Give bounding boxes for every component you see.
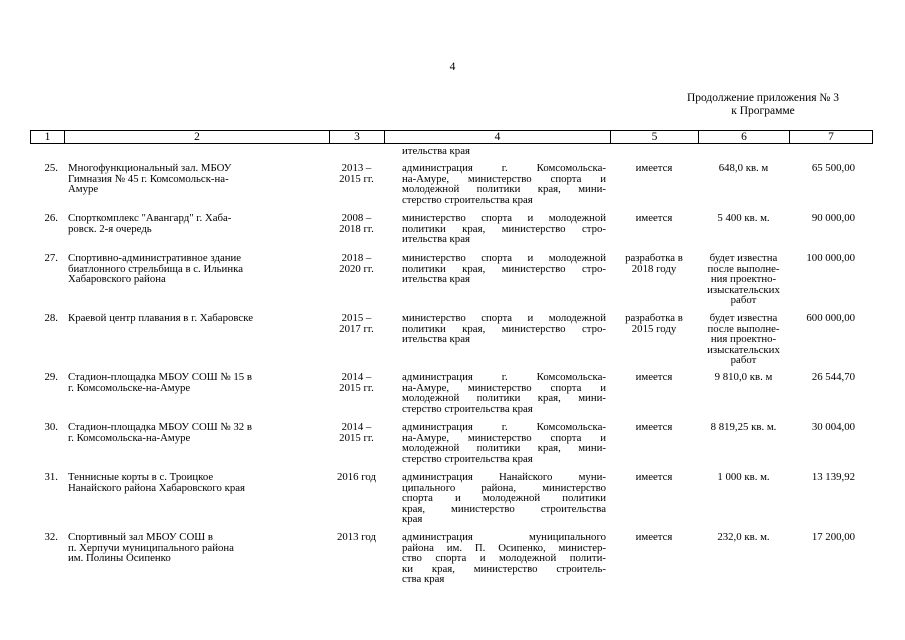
estimated-cost: 26 544,70 <box>811 371 855 383</box>
object-name <box>64 532 329 585</box>
cell-line: 2015 гг. <box>339 172 374 185</box>
cell-line: молодежной политики края, мини- <box>402 442 606 455</box>
table-row <box>30 472 873 525</box>
cell-line: администрация муниципального <box>402 531 606 543</box>
cell-line: ство спорта и молодежной полити- <box>402 552 606 565</box>
cell-line: Гимназия № 45 г. Комсомольск-на- <box>68 172 229 185</box>
column-number: 5 <box>610 131 698 143</box>
cell-line: 2018 году <box>631 262 677 275</box>
cell-line: Спортивно-административное здание <box>68 252 242 264</box>
estimated-cost: 100 000,00 <box>806 252 855 264</box>
cell-line: 2013 – <box>341 162 372 174</box>
cell-line: края <box>402 513 423 526</box>
cell-line: политики края, министерство стро- <box>402 222 606 235</box>
cell-line: Спорткомплекс "Авангард" г. Хаба- <box>68 212 232 224</box>
cell-line: имеется <box>635 471 673 483</box>
cell-line: изыскательских <box>707 283 780 296</box>
estimated-cost: 13 139,92 <box>811 471 855 483</box>
row-number: 28. <box>44 312 58 324</box>
cell-line: разработка в <box>625 252 683 264</box>
cell-line: 2017 гг. <box>339 322 374 335</box>
cell-line: Нанайского района Хабаровского края <box>68 481 245 494</box>
row-number: 26. <box>44 212 58 224</box>
table-row <box>30 313 873 366</box>
row-number: 25. <box>44 162 58 174</box>
cell-line: ительства края <box>402 233 470 246</box>
cell-line: Спортивный зал МБОУ СОШ в <box>68 531 213 543</box>
cell-line: Стадион-площадка МБОУ СОШ № 15 в <box>68 371 252 383</box>
cell-line: имеется <box>635 371 673 383</box>
cell-line: имеется <box>635 421 673 433</box>
cell-line: ки края, министерство строитель- <box>402 562 606 575</box>
cell-line: 2015 гг. <box>339 381 374 394</box>
cell-line: г. Комсомольска-на-Амуре <box>68 431 191 444</box>
column-number: 1 <box>30 131 64 143</box>
project-documentation <box>610 253 698 306</box>
capacity-area <box>698 313 789 366</box>
cell-line: Краевой центр плавания в г. Хабаровске <box>68 312 253 324</box>
cell-line: будет известна <box>709 252 778 264</box>
row-number: 31. <box>44 471 58 483</box>
table-row <box>30 372 873 414</box>
cell-line: работ <box>730 354 757 367</box>
cell-line: 232,0 кв. м. <box>717 531 770 543</box>
responsible-executors <box>384 472 610 525</box>
carryover-row <box>30 146 873 157</box>
cell-line: политики края, министерство стро- <box>402 262 606 275</box>
cell-line: изыскательских <box>707 343 780 356</box>
cell-line: ровск. 2-я очередь <box>68 222 152 235</box>
cell-line: ства края <box>402 573 445 586</box>
construction-years <box>329 213 384 245</box>
cell-line: Хабаровского района <box>68 273 166 286</box>
row-number: 27. <box>44 252 58 264</box>
object-name <box>64 163 329 205</box>
capacity-area <box>698 422 789 464</box>
cell-line: п. Херпучи муниципального района <box>68 541 234 554</box>
appendix-heading-line: Продолжение приложения № 3 <box>686 92 840 104</box>
cell-line: будет известна <box>709 312 778 324</box>
column-number-header <box>30 130 873 144</box>
construction-years <box>329 472 384 525</box>
cell-line: г. Комсомольске-на-Амуре <box>68 381 191 394</box>
appendix-heading-line: к Программе <box>731 105 795 117</box>
table-row <box>30 163 873 205</box>
cell-line: администрация г. Комсомольска- <box>402 162 606 174</box>
estimated-cost: 600 000,00 <box>806 312 855 324</box>
cell-line: после выполне- <box>707 322 780 335</box>
construction-years <box>329 532 384 585</box>
cell-line: Стадион-площадка МБОУ СОШ № 32 в <box>68 421 252 433</box>
cell-line: района им. П. Осипенко, министер- <box>402 541 606 554</box>
cell-line: 5 400 кв. м. <box>717 212 770 224</box>
construction-years <box>329 163 384 205</box>
project-documentation <box>610 372 698 414</box>
responsible-executors <box>384 313 610 366</box>
construction-years <box>329 253 384 306</box>
cell-line: 2014 – <box>341 421 372 433</box>
construction-years <box>329 313 384 366</box>
table-row <box>30 532 873 585</box>
cell-line: политики края, министерство стро- <box>402 322 606 335</box>
column-number: 2 <box>64 131 329 143</box>
cell-line: стерство строительства края <box>402 402 533 415</box>
object-name <box>64 372 329 414</box>
cell-line: стерство строительства края <box>402 193 533 206</box>
cell-line: на-Амуре, министерство спорта и <box>402 381 606 394</box>
cell-line: администрация Нанайского муни- <box>402 471 606 483</box>
cell-line: Многофункциональный зал. МБОУ <box>68 162 232 174</box>
cell-line: имеется <box>635 162 673 174</box>
cell-line: молодежной политики края, мини- <box>402 183 606 196</box>
table-row <box>30 422 873 464</box>
carryover-text: ительства края <box>402 145 470 157</box>
cell-line: работ <box>730 294 757 307</box>
cell-line: 2020 гг. <box>339 262 374 275</box>
cell-line: 2015 – <box>341 312 372 324</box>
cell-line: Амуре <box>68 183 99 196</box>
cell-line: министерство спорта и молодежной <box>402 312 606 324</box>
cell-line: ительства края <box>402 333 470 346</box>
cell-line: 2015 гг. <box>339 431 374 444</box>
cell-line: 2015 году <box>631 322 677 335</box>
object-name <box>64 472 329 525</box>
capacity-area <box>698 253 789 306</box>
cell-line: администрация г. Комсомольска- <box>402 371 606 383</box>
object-name <box>64 313 329 366</box>
table-row <box>30 213 873 245</box>
cell-line: 2014 – <box>341 371 372 383</box>
object-name <box>64 253 329 306</box>
cell-line: 2016 год <box>336 471 377 483</box>
cell-line: 2013 год <box>336 531 377 543</box>
cell-line: министерство спорта и молодежной <box>402 212 606 224</box>
cell-line: молодежной политики края, мини- <box>402 392 606 405</box>
column-number: 6 <box>698 131 789 143</box>
capacity-area <box>698 163 789 205</box>
row-number: 29. <box>44 371 58 383</box>
column-number: 3 <box>329 131 384 143</box>
cell-line: ительства края <box>402 273 470 286</box>
estimated-cost: 65 500,00 <box>811 162 855 174</box>
estimated-cost: 17 200,00 <box>811 531 855 543</box>
cell-line: края, министерство строительства <box>402 502 606 515</box>
cell-line: на-Амуре, министерство спорта и <box>402 431 606 444</box>
capacity-area <box>698 472 789 525</box>
project-documentation <box>610 422 698 464</box>
construction-years <box>329 422 384 464</box>
project-documentation <box>610 313 698 366</box>
cell-line: спорта и молодежной политики <box>402 492 606 505</box>
estimated-cost: 30 004,00 <box>811 421 855 433</box>
cell-line: на-Амуре, министерство спорта и <box>402 172 606 185</box>
project-documentation <box>610 163 698 205</box>
column-number: 4 <box>384 131 610 143</box>
responsible-executors <box>384 163 610 205</box>
page-number: 4 <box>449 61 456 73</box>
cell-line: имеется <box>635 531 673 543</box>
cell-line: 2018 гг. <box>339 222 374 235</box>
cell-line: 2008 – <box>341 212 372 224</box>
estimated-cost: 90 000,00 <box>811 212 855 224</box>
cell-line: разработка в <box>625 312 683 324</box>
cell-line: 8 819,25 кв. м. <box>710 421 777 433</box>
project-documentation <box>610 532 698 585</box>
project-documentation <box>610 472 698 525</box>
cell-line: администрация г. Комсомольска- <box>402 421 606 433</box>
capacity-area <box>698 532 789 585</box>
appendix-heading <box>663 92 863 118</box>
cell-line: стерство строительства края <box>402 452 533 465</box>
capacity-area <box>698 213 789 245</box>
column-number: 7 <box>789 131 873 143</box>
cell-line: 9 810,0 кв. м <box>714 371 773 383</box>
cell-line: 648,0 кв. м <box>718 162 769 174</box>
cell-line: после выполне- <box>707 262 780 275</box>
cell-line: биатлонного стрельбища в с. Ильинка <box>68 262 243 275</box>
cell-line: ния проектно- <box>710 273 777 286</box>
project-documentation <box>610 213 698 245</box>
responsible-executors <box>384 422 610 464</box>
cell-line: ципального района, министерство <box>402 481 606 494</box>
cell-line: имеется <box>635 212 673 224</box>
row-number: 30. <box>44 421 58 433</box>
cell-line: 1 000 кв. м. <box>717 471 770 483</box>
row-number: 32. <box>44 531 58 543</box>
object-name <box>64 422 329 464</box>
responsible-executors <box>384 372 610 414</box>
cell-line: им. Полины Осипенко <box>68 552 171 565</box>
capacity-area <box>698 372 789 414</box>
cell-line: 2018 – <box>341 252 372 264</box>
cell-line: министерство спорта и молодежной <box>402 252 606 264</box>
construction-years <box>329 372 384 414</box>
responsible-executors <box>384 213 610 245</box>
table-row <box>30 253 873 306</box>
object-name <box>64 213 329 245</box>
responsible-executors <box>384 253 610 306</box>
cell-line: Теннисные корты в с. Троицкое <box>68 471 214 483</box>
cell-line: ния проектно- <box>710 333 777 346</box>
responsible-executors <box>384 532 610 585</box>
